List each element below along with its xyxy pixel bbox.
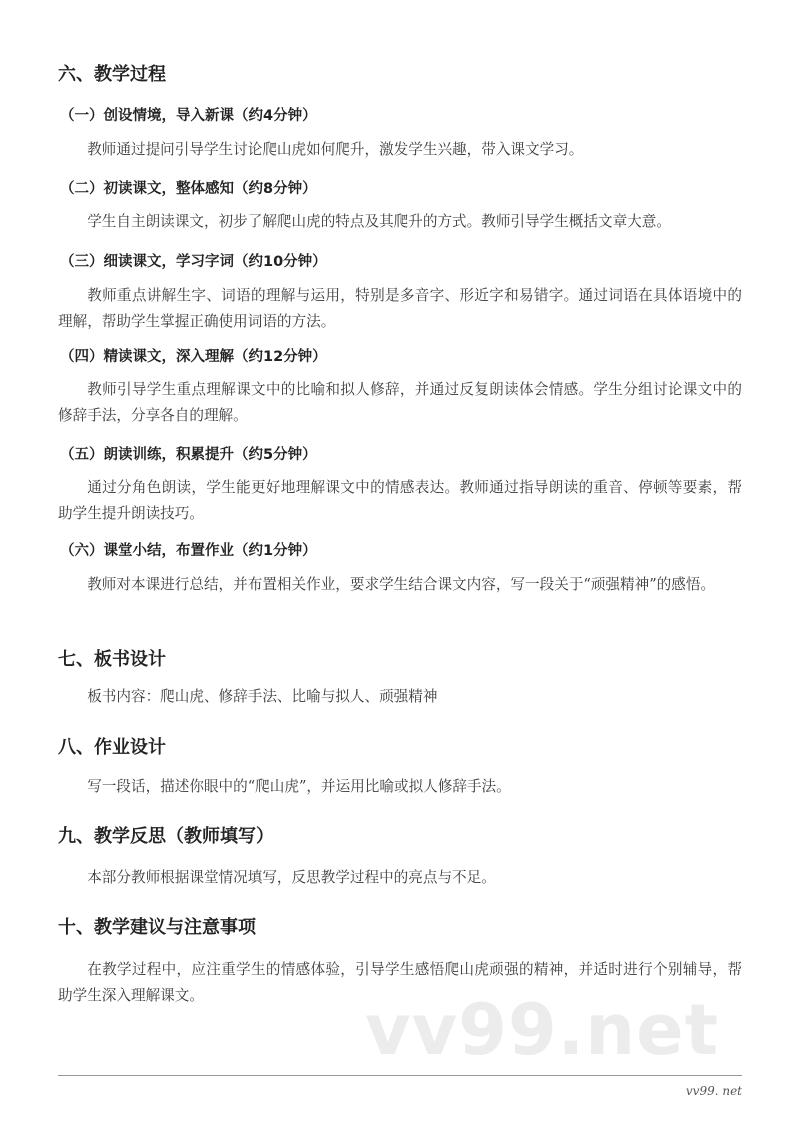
watermark: vv99.net <box>365 989 720 1071</box>
step-1-heading: （一）创设情境，导入新课（约4分钟） <box>60 108 317 124</box>
section-9-title: 九、教学反思（教师填写） <box>58 826 274 847</box>
footer-divider <box>58 1075 742 1076</box>
step-3-text: 教师重点讲解生字、词语的理解与运用，特别是多音字、形近字和易错字。通过词语在具体语境中的理解，帮助学生掌握正确使用词语的方法。 <box>58 287 742 330</box>
section-7-text: 板书内容：爬山虎、修辞手法、比喻与拟人、顽强精神 <box>87 688 438 705</box>
section-7-title: 七、板书设计 <box>58 649 166 670</box>
step-4-heading: （四）精读课文，深入理解（约12分钟） <box>60 349 327 365</box>
step-1-text: 教师通过提问引导学生讨论爬山虎如何爬升，激发学生兴趣，带入课文学习。 <box>87 141 584 158</box>
step-2-text: 学生自主朗读课文，初步了解爬山虎的特点及其爬升的方式。教师引导学生概括文章大意。 <box>87 213 671 230</box>
step-2-heading: （二）初读课文，整体感知（约8分钟） <box>60 181 317 197</box>
section-8-text: 写一段话，描述你眼中的“爬山虎”，并运用比喻或拟人修辞手法。 <box>87 778 511 795</box>
step-5-text: 通过分角色朗读，学生能更好地理解课文中的情感表达。教师通过指导朗读的重音、停顿等要素，帮助学生提升朗读技巧。 <box>58 479 742 522</box>
step-6-text: 教师对本课进行总结，并布置相关作业，要求学生结合课文内容，写一段关于“顽强精神”的感悟。 <box>87 576 716 593</box>
section-8-title: 八、作业设计 <box>58 737 166 758</box>
section-10-title: 十、教学建议与注意事项 <box>58 917 256 938</box>
section-6-title: 六、教学过程 <box>58 64 166 85</box>
step-4-text: 教师引导学生重点理解课文中的比喻和拟人修辞，并通过反复朗读体会情感。学生分组讨论课文中的修辞手法，分享各自的理解。 <box>58 381 742 424</box>
step-3-heading: （三）细读课文，学习字词（约10分钟） <box>60 254 327 270</box>
section-10-text: 在教学过程中，应注重学生的情感体验，引导学生感悟爬山虎顽强的精神，并适时进行个别辅导，帮助学生深入理解课文。 <box>58 961 742 1004</box>
step-5-heading: （五）朗读训练，积累提升（约5分钟） <box>60 447 317 463</box>
footer-site: vv99. net <box>685 1084 742 1098</box>
step-6-heading: （六）课堂小结，布置作业（约1分钟） <box>60 543 317 559</box>
section-9-text: 本部分教师根据课堂情况填写，反思教学过程中的亮点与不足。 <box>87 869 496 886</box>
